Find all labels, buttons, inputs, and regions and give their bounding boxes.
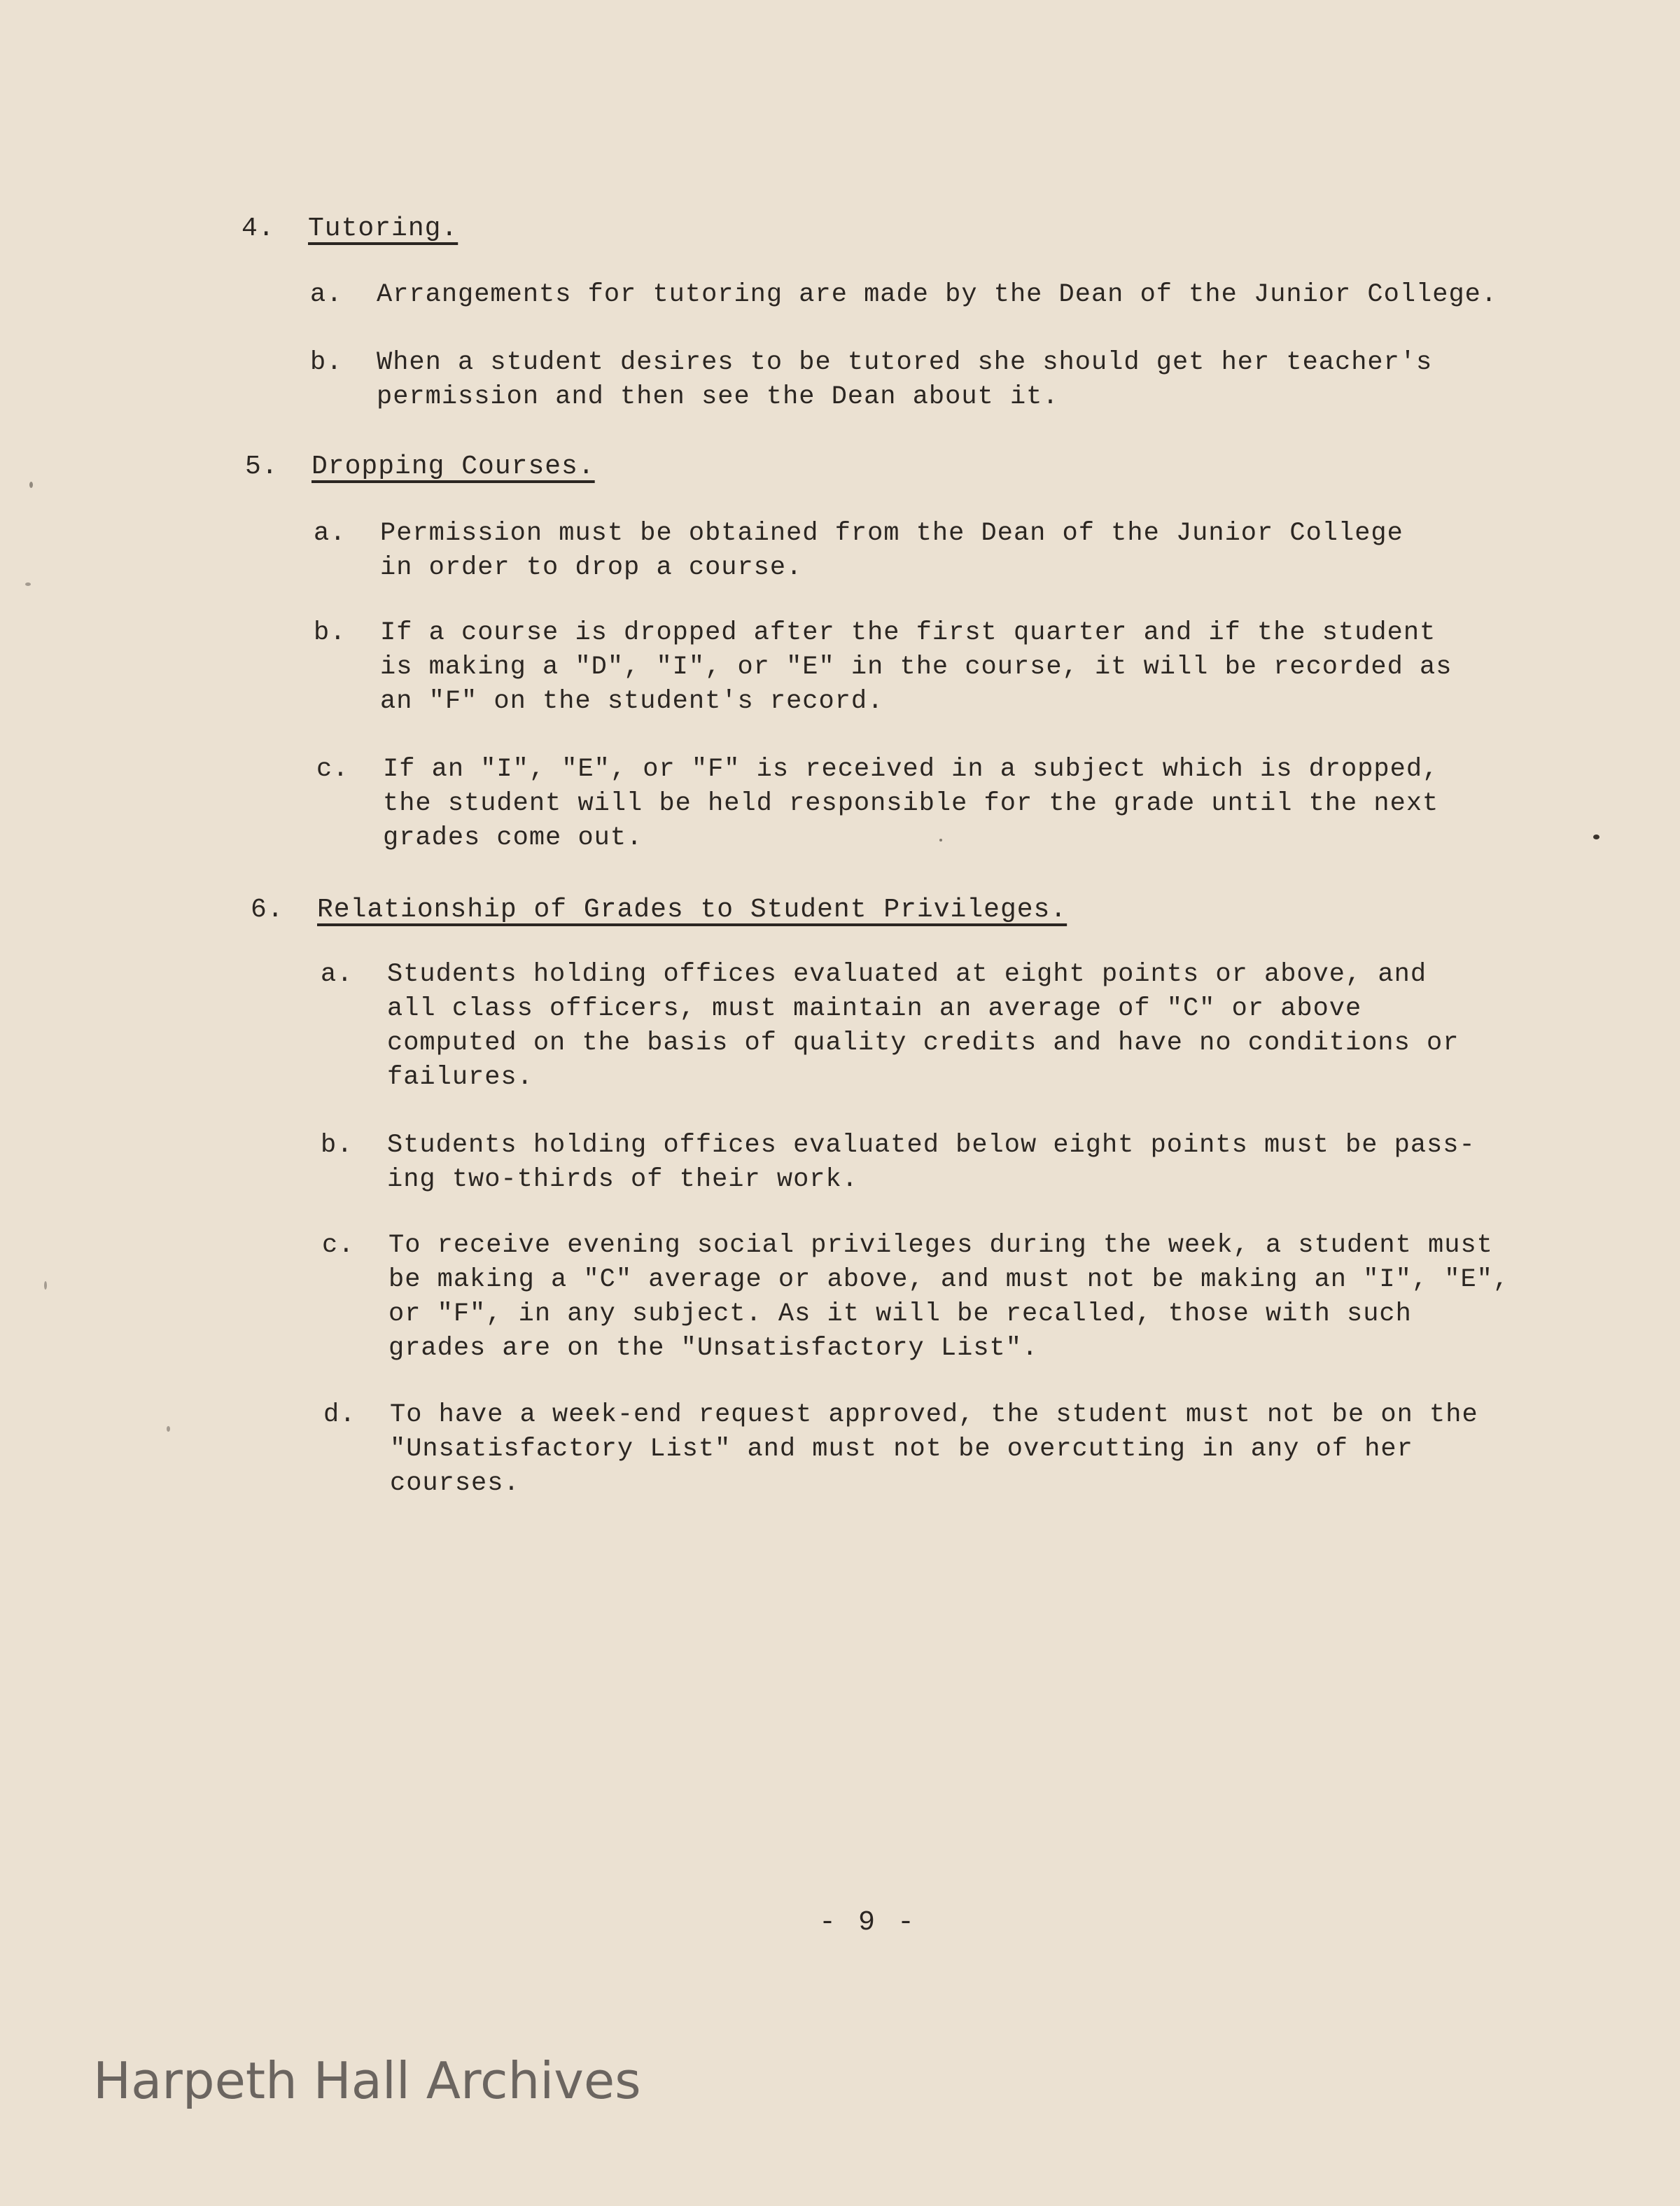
item-line: grades come out. <box>383 823 643 853</box>
item-text <box>390 1398 1622 1501</box>
ink-speck <box>167 1426 170 1432</box>
item-line: "Unsatisfactory List" and must not be overcutting in any of her <box>390 1434 1413 1464</box>
item-line: an "F" on the student's record. <box>380 687 884 716</box>
page-number: - 9 - <box>819 1907 918 1939</box>
item-line: all class officers, must maintain an average of "C" or above <box>387 994 1362 1024</box>
ink-speck <box>29 482 33 488</box>
section-heading <box>251 895 1067 925</box>
item-line: Arrangements for tutoring are made by the Dean of the Junior College. <box>377 280 1498 309</box>
item-text <box>377 346 1609 414</box>
item-line: computed on the basis of quality credits and have no conditions or <box>387 1028 1460 1058</box>
item-line: failures. <box>387 1063 533 1092</box>
item-line: the student will be held responsible for the grade until the next <box>383 789 1439 818</box>
item-line: is making a "D", "I", or "E" in the course, it will be recorded as <box>380 652 1452 682</box>
item-text <box>380 517 1612 585</box>
archive-watermark: Harpeth Hall Archives <box>93 2051 641 2110</box>
item-text <box>387 958 1619 1095</box>
section-number: 5. <box>245 452 279 482</box>
item-line: When a student desires to be tutored she should get her teacher's <box>377 348 1433 377</box>
item-line: Permission must be obtained from the Dean of the Junior College <box>380 519 1404 548</box>
item-text <box>387 1129 1619 1197</box>
item-text <box>383 753 1615 856</box>
item-line: in order to drop a course. <box>380 553 803 582</box>
item-letter: b. <box>321 1131 354 1160</box>
ink-speck <box>25 582 31 586</box>
section-title: Dropping Courses. <box>312 452 595 482</box>
item-line: If an "I", "E", or "F" is received in a subject which is dropped, <box>383 755 1439 784</box>
item-line: If a course is dropped after the first quarter and if the student <box>380 618 1436 648</box>
item-text <box>380 616 1612 719</box>
ink-speck <box>44 1281 47 1290</box>
item-text <box>377 278 1609 312</box>
item-letter: a. <box>321 960 354 989</box>
ink-speck <box>939 839 942 842</box>
item-line: Students holding offices evaluated below eight points must be pass- <box>387 1131 1476 1160</box>
item-text <box>388 1229 1620 1366</box>
item-line: be making a "C" average or above, and must not be making an "I", "E", <box>388 1265 1510 1294</box>
item-line: courses. <box>390 1469 520 1498</box>
item-line: permission and then see the Dean about it. <box>377 382 1059 412</box>
item-letter: b. <box>314 618 346 648</box>
ink-speck <box>1593 835 1600 839</box>
item-letter: d. <box>323 1400 356 1430</box>
section-heading <box>245 452 595 482</box>
item-line: Students holding offices evaluated at eight points or above, and <box>387 960 1427 989</box>
section-number: 4. <box>241 214 275 244</box>
item-line: To receive evening social privileges during the week, a student must <box>388 1231 1493 1260</box>
item-letter: b. <box>310 348 343 377</box>
section-number: 6. <box>251 895 284 925</box>
item-line: grades are on the "Unsatisfactory List". <box>388 1334 1039 1363</box>
section-heading <box>241 214 458 244</box>
item-line: or "F", in any subject. As it will be recalled, those with such <box>388 1299 1412 1329</box>
section-title: Tutoring. <box>308 214 458 244</box>
item-letter: a. <box>310 280 343 309</box>
item-letter: c. <box>316 755 349 784</box>
item-line: To have a week-end request approved, the student must not be on the <box>390 1400 1478 1430</box>
item-line: ing two-thirds of their work. <box>387 1165 858 1194</box>
section-title: Relationship of Grades to Student Privileges. <box>317 895 1068 925</box>
item-letter: c. <box>322 1231 355 1260</box>
item-letter: a. <box>314 519 346 548</box>
